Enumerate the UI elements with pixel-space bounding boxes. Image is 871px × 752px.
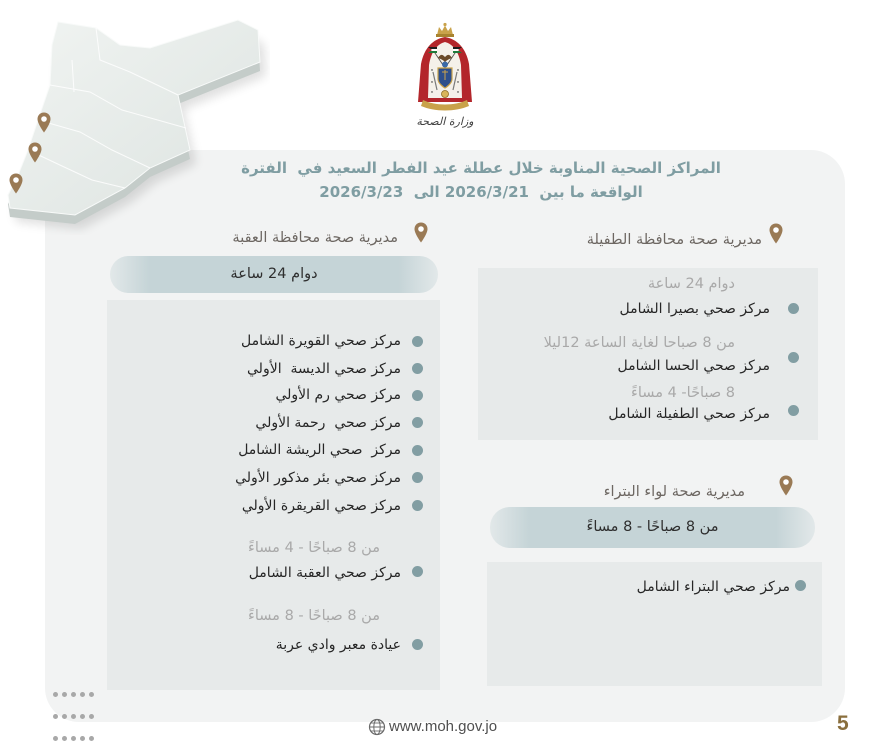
decorative-dot [89, 736, 94, 741]
location-pin-icon [769, 223, 783, 244]
decorative-dot [53, 692, 58, 697]
directorate-title: مديرية صحة لواء البتراء [603, 484, 745, 500]
directorate-title: مديرية صحة محافظة العقبة [232, 230, 398, 246]
page-title [181, 156, 781, 204]
directorate-title: مديرية صحة محافظة الطفيلة [586, 232, 762, 248]
title-line-2: الواقعة ما بين 2026/3/21 الى 2026/3/23 [319, 183, 643, 201]
decorative-dot [62, 736, 67, 741]
location-pin-icon [414, 222, 428, 243]
list-item: مركز صحي القريقرة الأولي [241, 498, 401, 514]
bullet-dot [412, 445, 423, 456]
bullet-dot [412, 566, 423, 577]
centers-box [107, 300, 440, 690]
list-item: مركز صحي الحسا الشامل [617, 358, 770, 374]
working-hours: من 8 صباحًا - 4 مساءً [248, 540, 380, 556]
list-item: مركز صحي رحمة الأولي [255, 415, 401, 431]
bullet-dot [788, 303, 799, 314]
decorative-dot [71, 736, 76, 741]
decorative-dot [89, 714, 94, 719]
centers-box [487, 562, 822, 686]
working-hours: 8 صباحًا- 4 مساءً [631, 385, 735, 401]
bullet-dot [788, 352, 799, 363]
bullet-dot [412, 639, 423, 650]
working-hours-banner: دوام 24 ساعة [110, 256, 438, 293]
title-line-1: المراكز الصحية المناوبة خلال عطلة عيد الفطر السعيد في الفترة [241, 159, 721, 177]
bullet-dot [412, 363, 423, 374]
bullet-dot [795, 580, 806, 591]
list-item: عيادة معبر وادي عربة [275, 637, 401, 653]
globe-icon [368, 718, 386, 736]
list-item: مركز صحي الديسة الأولي [247, 361, 401, 377]
list-item: مركز صحي العقبة الشامل [248, 565, 401, 581]
decorative-dot [71, 692, 76, 697]
page-number: 5 [837, 712, 849, 735]
decorative-dot [80, 714, 85, 719]
decorative-dot [71, 714, 76, 719]
website-link[interactable]: www.moh.gov.jo [389, 718, 498, 735]
location-pin-icon [779, 475, 793, 496]
decorative-dot [80, 692, 85, 697]
jordan-coat-of-arms-icon [413, 22, 477, 112]
decorative-dot [89, 692, 94, 697]
ministry-name-caption: وزارة الصحة [416, 115, 474, 128]
list-item: مركز صحي بئر مذكور الأولي [235, 470, 401, 486]
list-item: مركز صحي الريشة الشامل [238, 442, 401, 458]
working-hours: من 8 صباحًا - 8 مساءً [248, 608, 380, 624]
decorative-dot [53, 714, 58, 719]
list-item: مركز صحي رم الأولي [275, 387, 401, 403]
decorative-dot [80, 736, 85, 741]
working-hours: من 8 صباحا لغاية الساعة 12ليلا [543, 335, 735, 351]
centers-box [478, 268, 818, 440]
working-hours: دوام 24 ساعة [647, 276, 735, 292]
list-item: مركز صحي البتراء الشامل [636, 579, 790, 595]
list-item: مركز صحي بصيرا الشامل [619, 301, 770, 317]
bullet-dot [412, 336, 423, 347]
working-hours-banner: من 8 صباحًا - 8 مساءً [490, 507, 815, 548]
bullet-dot [412, 390, 423, 401]
bullet-dot [412, 472, 423, 483]
decorative-dot [62, 692, 67, 697]
bullet-dot [412, 500, 423, 511]
decorative-dot [62, 714, 67, 719]
bullet-dot [412, 417, 423, 428]
list-item: مركز صحي الطفيلة الشامل [608, 406, 770, 422]
bullet-dot [788, 405, 799, 416]
decorative-dot [53, 736, 58, 741]
list-item: مركز صحي القويرة الشامل [241, 333, 401, 349]
